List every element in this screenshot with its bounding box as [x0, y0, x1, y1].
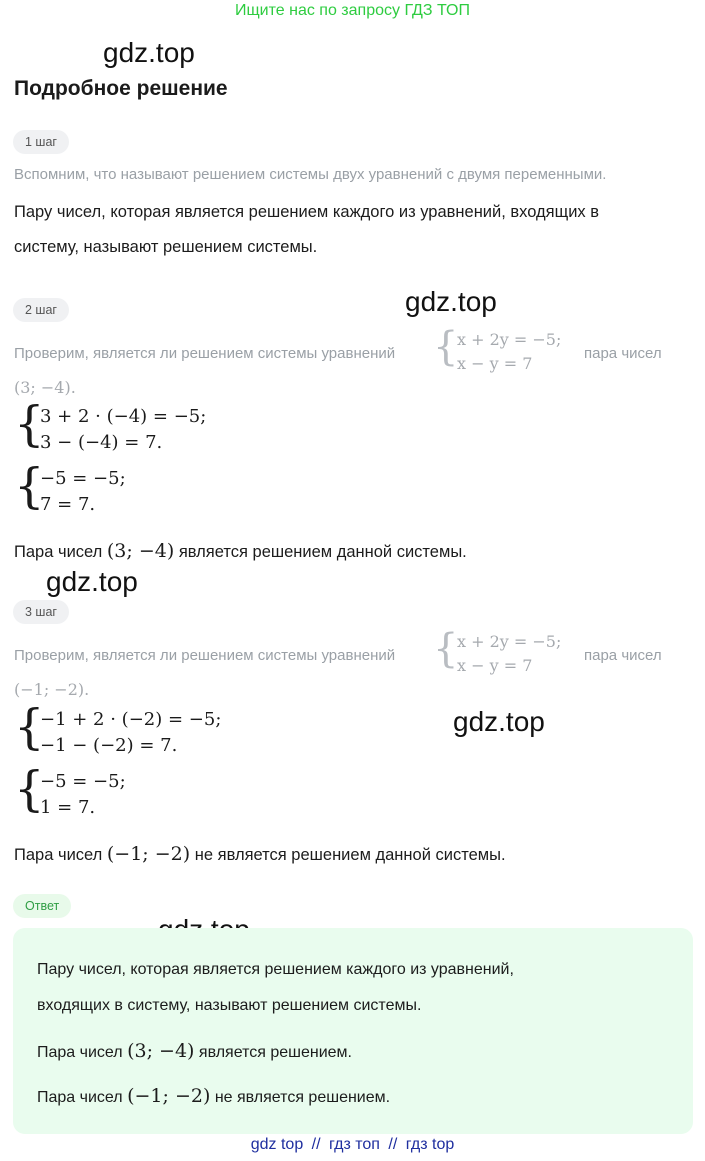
- equation-line: x − y = 7: [457, 656, 533, 675]
- step-conclusion: [14, 540, 467, 562]
- conclusion-pair: (3; −4): [106, 540, 175, 562]
- brace-icon: {: [14, 396, 45, 452]
- step-intro: Проверим, является ли решением системы уравнений: [14, 345, 396, 362]
- answer-suffix: является решением.: [198, 1044, 352, 1061]
- equation-system: [433, 626, 583, 680]
- calc-system: [14, 396, 244, 460]
- conclusion-suffix: является решением данной системы.: [178, 543, 467, 561]
- calc-line: 1 = 7.: [40, 797, 96, 818]
- pair-label: пара чисел: [584, 647, 662, 664]
- equation-system: [433, 324, 583, 378]
- calc-system: [14, 458, 214, 522]
- answer-text: Пару чисел, которая является решением каждого из уравнений,: [37, 961, 514, 978]
- answer-pair-line: [37, 1085, 390, 1107]
- calc-line: −5 = −5;: [40, 468, 126, 489]
- calc-system: [14, 761, 214, 825]
- conclusion-suffix: не является решением данной системы.: [194, 846, 506, 864]
- pair-value: (3; −4).: [14, 378, 76, 397]
- brace-icon: {: [14, 699, 45, 755]
- step-badge: 3 шаг: [13, 600, 69, 624]
- step-text: систему, называют решением системы.: [14, 238, 318, 256]
- equation-line: x + 2y = −5;: [457, 632, 562, 651]
- calc-line: 3 − (−4) = 7.: [40, 432, 163, 453]
- footer-separator: //: [388, 1136, 398, 1153]
- footer-links: [0, 1136, 705, 1154]
- answer-pair: (3; −4): [127, 1040, 195, 1062]
- calc-line: 3 + 2 · (−4) = −5;: [40, 406, 207, 427]
- step-conclusion: [14, 843, 506, 865]
- search-banner: Ищите нас по запросу ГДЗ ТОП: [235, 2, 470, 19]
- brace-icon: {: [14, 761, 45, 817]
- conclusion-prefix: Пара чисел: [14, 846, 103, 864]
- calc-line: −1 + 2 · (−2) = −5;: [40, 709, 222, 730]
- brace-icon: {: [14, 458, 45, 514]
- answer-pair: (−1; −2): [127, 1085, 211, 1107]
- footer-link[interactable]: gdz top: [250, 1136, 304, 1153]
- footer-separator: //: [311, 1136, 321, 1153]
- calc-line: −1 − (−2) = 7.: [40, 735, 178, 756]
- brace-icon: {: [433, 324, 459, 370]
- equation-line: x − y = 7: [457, 354, 533, 373]
- watermark: gdz.top: [103, 37, 195, 68]
- step-intro: Проверим, является ли решением системы уравнений: [14, 647, 396, 664]
- watermark: gdz.top: [46, 566, 138, 597]
- equation-line: x + 2y = −5;: [457, 330, 562, 349]
- answer-prefix: Пара чисел: [37, 1044, 123, 1061]
- answer-suffix: не является решением.: [214, 1089, 391, 1106]
- page-title: Подробное решение: [14, 77, 228, 100]
- footer-link[interactable]: гдз топ: [329, 1136, 380, 1153]
- answer-badge: Ответ: [13, 894, 71, 918]
- step-badge: 2 шаг: [13, 298, 69, 322]
- step-text: Пару чисел, которая является решением каждого из уравнений, входящих в: [14, 203, 600, 221]
- footer-link[interactable]: гдз top: [405, 1136, 455, 1153]
- pair-value: (−1; −2).: [14, 680, 90, 699]
- brace-icon: {: [433, 626, 459, 672]
- watermark: gdz.top: [405, 286, 497, 317]
- step-hint: Вспомним, что называют решением системы двух уравнений с двумя переменными.: [14, 166, 607, 183]
- answer-prefix: Пара чисел: [37, 1089, 123, 1106]
- watermark: gdz.top: [453, 706, 545, 737]
- calc-line: −5 = −5;: [40, 771, 126, 792]
- step-badge: 1 шаг: [13, 130, 69, 154]
- answer-pair-line: [37, 1040, 352, 1062]
- calc-system: [14, 699, 254, 763]
- calc-line: 7 = 7.: [40, 494, 96, 515]
- answer-text: входящих в систему, называют решением системы.: [37, 997, 422, 1014]
- conclusion-prefix: Пара чисел: [14, 543, 103, 561]
- conclusion-pair: (−1; −2): [106, 843, 191, 865]
- pair-label: пара чисел: [584, 345, 662, 362]
